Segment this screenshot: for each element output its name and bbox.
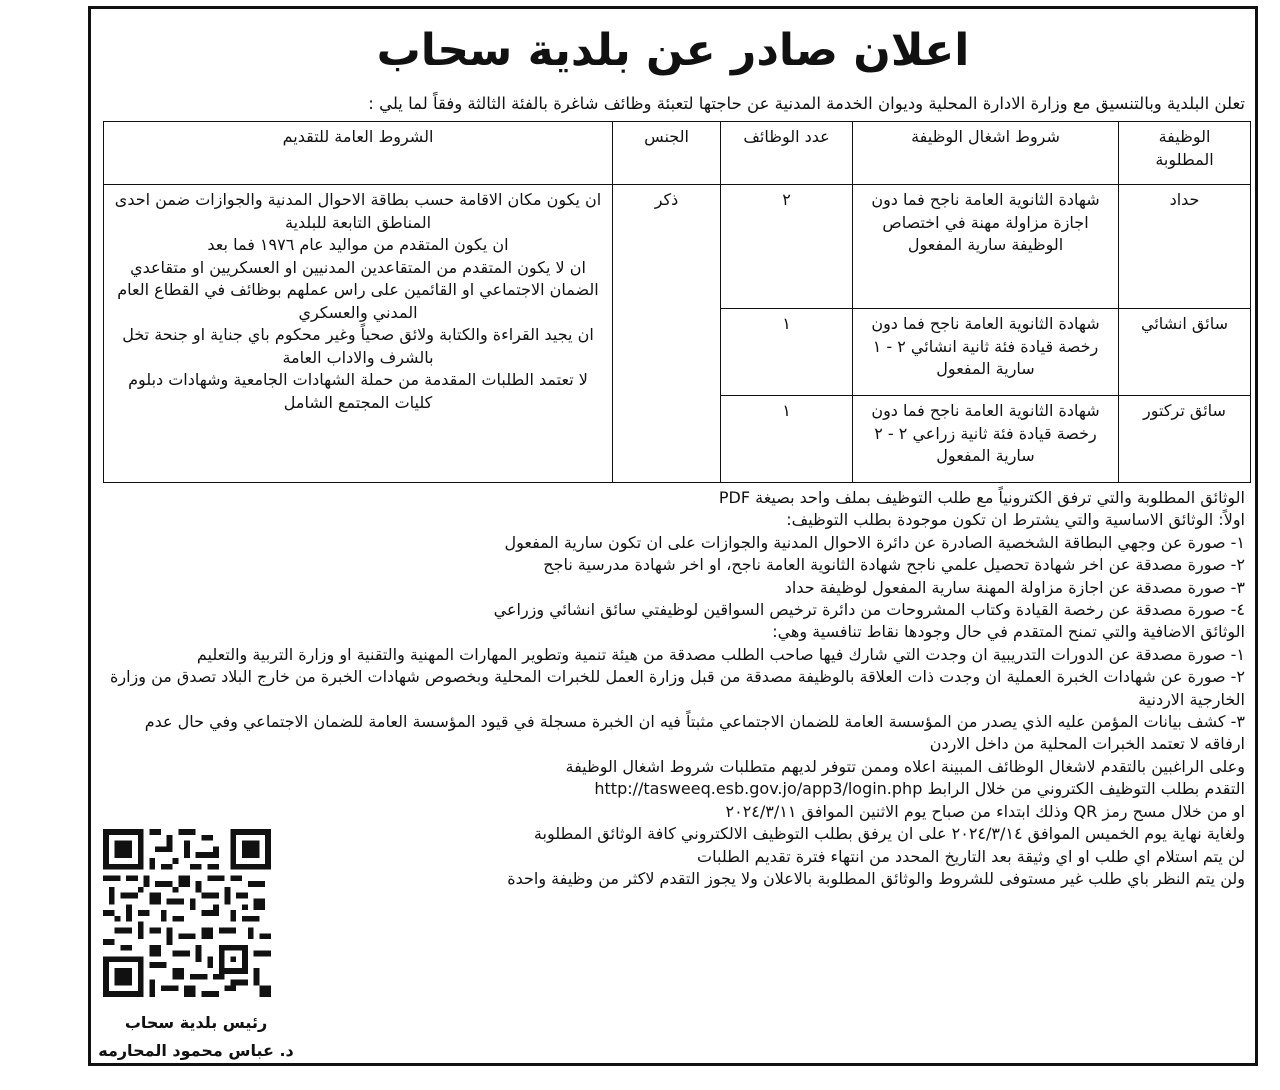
general-condition: ان يكون مكان الاقامة حسب بطاقة الاحوال المدنية والجوازات ضمن احدى المناطق التابعة للبلدية (114, 190, 602, 232)
announcement-frame (88, 6, 1258, 1066)
announcement-title: اعلان صادر عن بلدية سحاب (376, 25, 970, 76)
basic-document-item: ٤- صورة مصدقة عن رخصة القيادة وكتاب المشروحات من دائرة ترخيص السواقين لوظيفتي سائق انشائي وزراعي (493, 600, 1245, 620)
signature-role: رئيس بلدية سحاب (124, 1013, 268, 1032)
closing-line: وعلى الراغبين بالتقدم لاشغال الوظائف المبينة اعلاه وممن تتوفر لديهم متطلبات شروط اشغال الوظيفة (565, 756, 1245, 776)
job-cell: حداد (1119, 185, 1251, 309)
closing-line (301, 778, 1245, 800)
header-count: عدد الوظائف (721, 122, 853, 185)
closing-line: او من خلال مسح رمز QR وذلك ابتداء من صباح يوم الاثنين الموافق ٢٠٢٤/٣/١١ (725, 801, 1245, 821)
closing-line-text: التقدم بطلب التوظيف الكتروني من خلال الرابط (927, 779, 1245, 799)
basic-document-item: ٣- صورة مصدقة عن اجازة مزاولة المهنة سارية المفعول لوظيفة حداد (784, 577, 1245, 597)
application-link[interactable]: http://tasweeq.esb.gov.jo/app3/login.php (594, 779, 923, 799)
general-condition: ان يجيد القراءة والكتابة ولائق صحياً وغير محكوم باي جناية او جنحة تخل بالشرف والاداب العامة (122, 325, 594, 367)
table-row (104, 185, 1251, 309)
count-cell: ١ (721, 309, 853, 396)
job-cell: سائق تركتور (1119, 396, 1251, 483)
extra-document-item: ٢- صورة عن شهادات الخبرة العملية ان وجدت ذات العلاقة بالوظيفة مصدقة من قبل وزارة العمل للخبرات المحلية وبخصوص شهادات الخبرة من خارج البلاد تصدق من وزارة الخارجية الاردنية (109, 667, 1245, 709)
signature-block (91, 1009, 301, 1065)
closing-line: ولن يتم النظر باي طلب غير مستوفى للشروط والوثائق المطلوبة بالاعلان ولا يجوز التقدم لاكثر من وظيفة واحدة (507, 868, 1245, 888)
conditions-cell: شهادة الثانوية العامة ناجح فما دون رخصة قيادة فئة ثانية زراعي ٢ - ٢ سارية المفعول (853, 396, 1119, 483)
basic-documents-heading: اولاً: الوثائق الاساسية والتي يشترط ان تكون موجودة بطلب التوظيف: (786, 510, 1245, 530)
extra-document-item: ٣- كشف بيانات المؤمن عليه الذي يصدر من المؤسسة العامة للضمان الاجتماعي مثبتاً فيه ان الخبرة مسجلة في قيود المؤسسة العامة للضمان الاجتماعي وفي حال عدم ارفاقه لا تعتمد الخبرات المحلية من داخل الاردن (144, 712, 1245, 754)
gender-cell: ذكر (613, 185, 721, 483)
basic-document-item: ١- صورة عن وجهي البطاقة الشخصية الصادرة عن دائرة الاحوال المدنية والجوازات على ان تكون سارية المفعول (504, 532, 1245, 552)
basic-document-item: ٢- صورة مصدقة عن اخر شهادة تحصيل علمي ناجح شهادة الثانوية العامة ناجح، او اخر شهادة مدرسية ناجح (543, 555, 1245, 575)
general-conditions-cell (104, 185, 613, 483)
extra-documents-heading: الوثائق الاضافية والتي تمنح المتقدم في حال وجودها نقاط تنافسية وهي: (772, 622, 1245, 642)
intro-text: تعلن البلدية وبالتنسيق مع وزارة الادارة المحلية وديوان الخدمة المدنية عن حاجتها لتعبئة وظائف شاغرة بالفئة الثالثة وفقاً لما يلي : (368, 94, 1245, 113)
header-general: الشروط العامة للتقديم (104, 122, 613, 185)
count-cell: ٢ (721, 185, 853, 309)
documents-section (101, 487, 1245, 890)
documents-intro: الوثائق المطلوبة والتي ترفق الكترونياً مع طلب التوظيف بملف واحد بصيغة PDF (718, 488, 1245, 507)
signature-name: د. عباس محمود المحارمه (98, 1041, 294, 1060)
general-condition: ان لا يكون المتقدم من المتقاعدين المدنيين او العسكريين او متقاعدي الضمان الاجتماعي او القائمين على راس عملهم بوظائف في القطاع العام المدني والعسكري (117, 257, 599, 322)
closing-line: لن يتم استلام اي طلب او اي وثيقة بعد التاريخ المحدد من انتهاء فترة تقديم الطلبات (697, 846, 1245, 866)
general-condition: ان يكون المتقدم من مواليد عام ١٩٧٦ فما بعد (207, 235, 509, 254)
count-cell: ١ (721, 396, 853, 483)
header-job: الوظيفة المطلوبة (1119, 122, 1251, 185)
job-cell: سائق انشائي (1119, 309, 1251, 396)
conditions-cell: شهادة الثانوية العامة ناجح فما دون اجازة مزاولة مهنة في اختصاص الوظيفة سارية المفعول (853, 185, 1119, 309)
closing-line: ولغاية نهاية يوم الخميس الموافق ٢٠٢٤/٣/١٤ على ان يرفق بطلب التوظيف الالكتروني كافة الوثائق المطلوبة (533, 824, 1245, 844)
closing-section (301, 756, 1245, 890)
jobs-table (103, 121, 1251, 483)
conditions-cell: شهادة الثانوية العامة ناجح فما دون رخصة قيادة فئة ثانية انشائي ٢ - ١ سارية المفعول (853, 309, 1119, 396)
extra-document-item: ١- صورة مصدقة عن الدورات التدريبية ان وجدت التي شارك فيها صاحب الطلب مصدقة من هيئة تنمية وتطوير المهارات المهنية والتقنية او وزارة التربية والتعليم (196, 644, 1245, 664)
header-conditions: شروط اشغال الوظيفة (853, 122, 1119, 185)
qr-code[interactable] (103, 829, 271, 997)
header-gender: الجنس (613, 122, 721, 185)
general-condition: لا تعتمد الطلبات المقدمة من حملة الشهادات الجامعية وشهادات دبلوم كليات المجتمع الشامل (128, 370, 588, 412)
table-header-row (104, 122, 1251, 185)
